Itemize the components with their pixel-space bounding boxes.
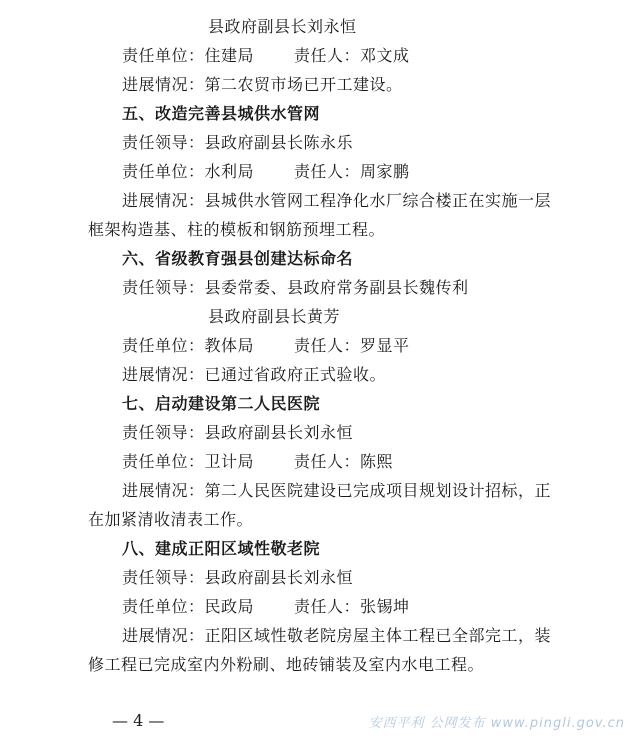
section-heading: 五、改造完善县城供水管网 bbox=[122, 104, 321, 123]
leader-continuation: 县政府副县长黄芳 bbox=[208, 307, 341, 326]
responsible-person: 责任人：邓文成 bbox=[294, 46, 410, 65]
paragraph-line: 进展情况：第二农贸市场已开工建设。 bbox=[122, 75, 403, 94]
paragraph-line: 责任领导：县委常委、县政府常务副县长魏传利 bbox=[122, 278, 469, 297]
responsible-unit: 责任单位：水利局 bbox=[122, 162, 255, 181]
responsibility-line bbox=[0, 447, 639, 476]
responsibility-line bbox=[0, 157, 639, 186]
paragraph-continuation: 修工程已完成室内外粉刷、地砖铺装及室内水电工程。 bbox=[88, 655, 485, 674]
section-heading: 七、启动建设第二人民医院 bbox=[122, 394, 321, 413]
responsibility-line bbox=[0, 592, 639, 621]
paragraph-continuation: 在加紧清收清表工作。 bbox=[88, 510, 254, 529]
responsible-person: 责任人：周家鹏 bbox=[294, 162, 410, 181]
leader-continuation: 县政府副县长刘永恒 bbox=[208, 17, 357, 36]
responsible-unit: 责任单位：卫计局 bbox=[122, 452, 255, 471]
paragraph-line: 进展情况：第二人民医院建设已完成项目规划设计招标，正 bbox=[122, 481, 552, 500]
paragraph-continuation: 框架构造基、柱的模板和钢筋预埋工程。 bbox=[88, 220, 386, 239]
responsible-unit: 责任单位：教体局 bbox=[122, 336, 255, 355]
section-heading: 六、省级教育强县创建达标命名 bbox=[122, 249, 354, 268]
paragraph-line: 进展情况：县城供水管网工程净化水厂综合楼正在实施一层 bbox=[122, 191, 552, 210]
watermark: 安西平利 公网发布 www.pingli.gov.cn bbox=[368, 716, 625, 731]
responsible-person: 责任人：陈熙 bbox=[294, 452, 394, 471]
responsibility-line bbox=[0, 331, 639, 360]
paragraph-line: 责任领导：县政府副县长陈永乐 bbox=[122, 133, 354, 152]
responsible-person: 责任人：罗显平 bbox=[294, 336, 410, 355]
responsibility-line bbox=[0, 41, 639, 70]
responsible-unit: 责任单位：民政局 bbox=[122, 597, 255, 616]
paragraph-line: 责任领导：县政府副县长刘永恒 bbox=[122, 568, 354, 587]
paragraph-line: 进展情况：正阳区域性敬老院房屋主体工程已全部完工，装 bbox=[122, 626, 552, 645]
responsible-unit: 责任单位：住建局 bbox=[122, 46, 255, 65]
page-number: — 4 — bbox=[112, 711, 165, 730]
paragraph-line: 责任领导：县政府副县长刘永恒 bbox=[122, 423, 354, 442]
responsible-person: 责任人：张锡坤 bbox=[294, 597, 410, 616]
section-heading: 八、建成正阳区域性敬老院 bbox=[122, 539, 321, 558]
paragraph-line: 进展情况：已通过省政府正式验收。 bbox=[122, 365, 387, 384]
